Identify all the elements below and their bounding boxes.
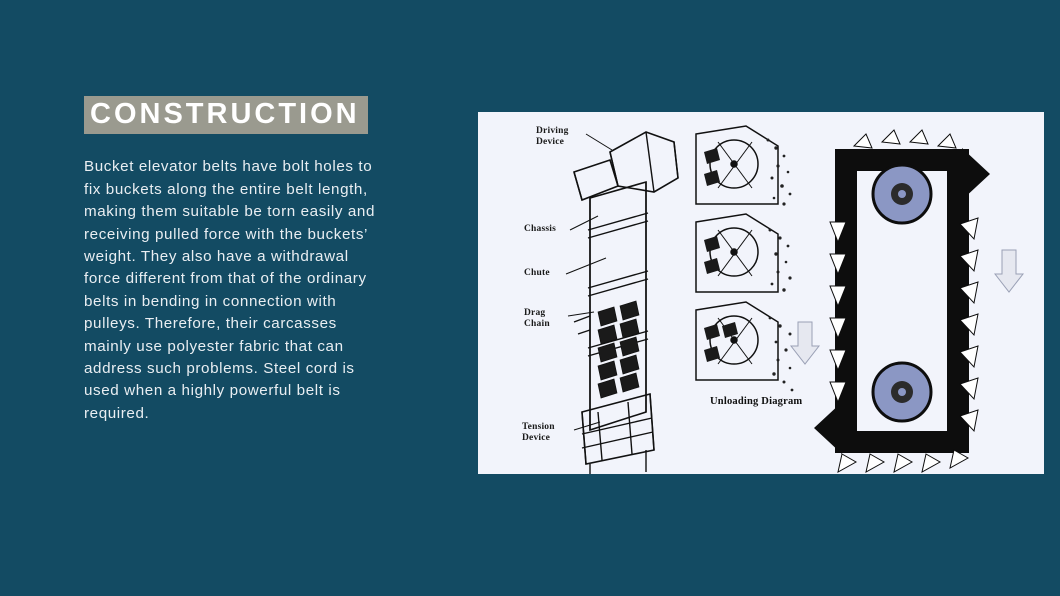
body-paragraph-text: Bucket elevator belts have bolt holes to fix buckets along the entire belt length, making them suitable be torn easily and receiving pulled force with the buckets’ weight. They also have a withdrawal force different from that of the ordinary belts in bending in connection with pulleys. Therefore, their carcasses mainly use polyester fabric that can address such problems. Steel cord is used when a highly powerful belt is required. bbox=[84, 158, 376, 422]
body-paragraph bbox=[84, 156, 384, 425]
label-chassis: Chassis bbox=[524, 224, 557, 234]
label-drag-line1: Drag bbox=[524, 308, 546, 318]
label-tension-line2: Device bbox=[522, 433, 551, 443]
page-title-highlight bbox=[84, 96, 368, 134]
label-driving-device bbox=[536, 126, 569, 148]
page-title: CONSTRUCTION bbox=[90, 98, 360, 130]
label-drag-chain bbox=[524, 308, 550, 330]
bucket-elevator-diagram bbox=[478, 112, 1044, 474]
label-drag-line2: Chain bbox=[524, 319, 550, 329]
label-driving-line1: Driving bbox=[536, 126, 569, 136]
label-tension-device bbox=[522, 422, 555, 444]
figure-caption: Unloading Diagram bbox=[710, 396, 803, 407]
label-driving-line2: Device bbox=[536, 137, 565, 147]
label-chute: Chute bbox=[524, 268, 550, 278]
figure-panel bbox=[478, 112, 1044, 474]
left-content-column bbox=[84, 96, 394, 425]
label-tension-line1: Tension bbox=[522, 422, 555, 432]
